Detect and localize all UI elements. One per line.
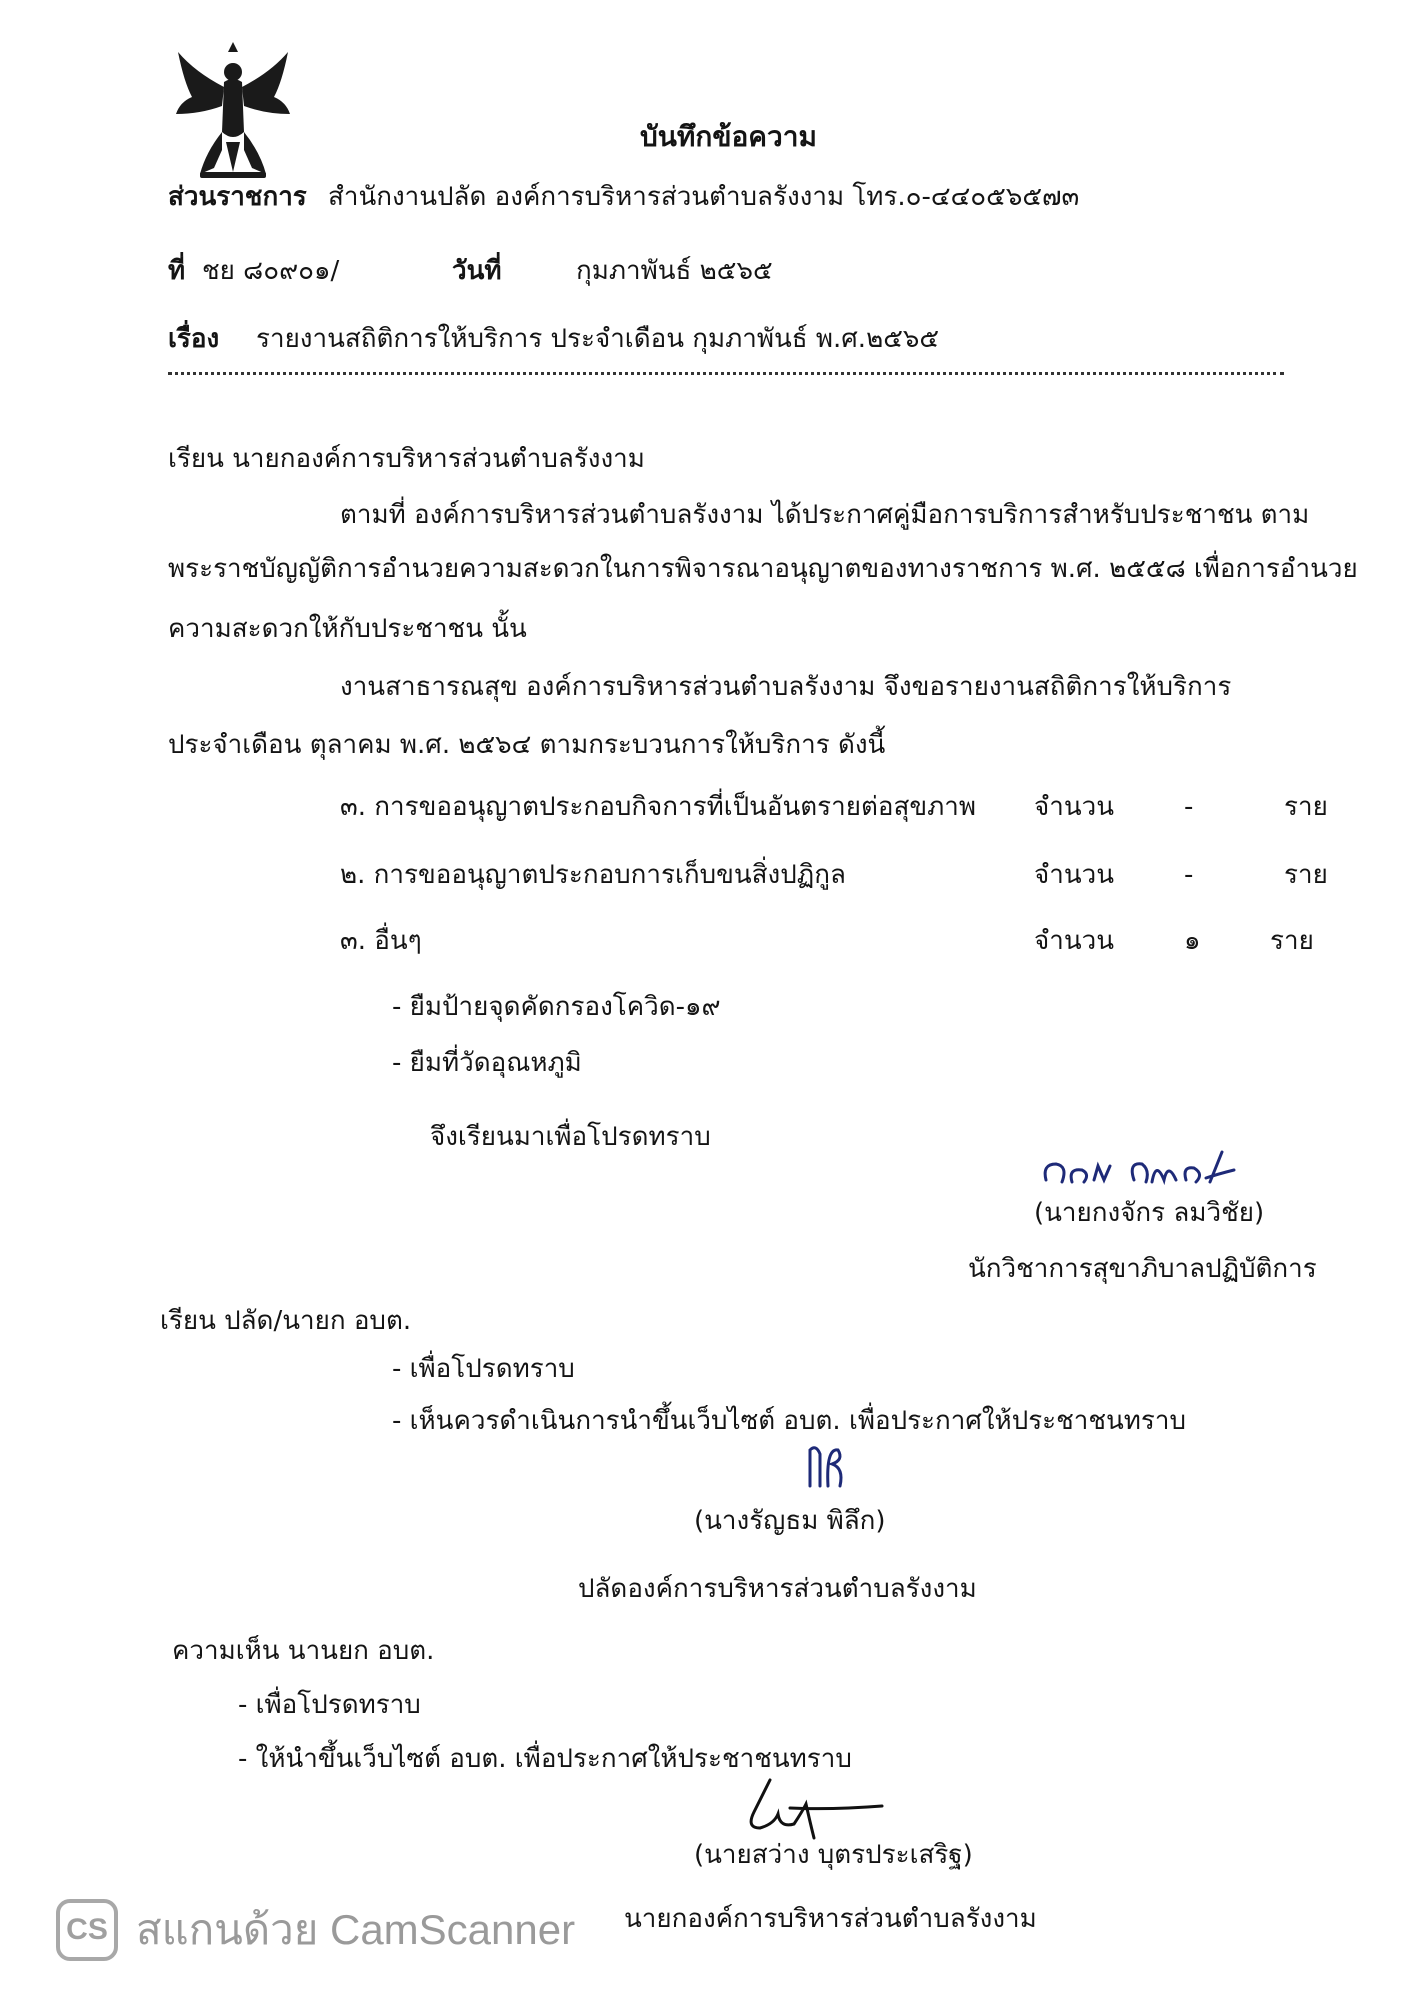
watermark-text: สแกนด้วย CamScanner [136, 1906, 576, 1953]
signer-1-name: (นายกงจักร ลมวิชัย) [1034, 1198, 1265, 1228]
date-label: วันที่ [452, 256, 502, 286]
item-3-count: ๑ [1184, 926, 1201, 956]
item-3-unit: ราย [1270, 926, 1314, 956]
camscanner-logo-icon: CS [56, 1899, 118, 1961]
item-2-unit: ราย [1284, 860, 1328, 890]
section-3-heading: ความเห็น นานยก อบต. [172, 1636, 435, 1666]
item-2-label: ๒. การขออนุญาตประกอบการเก็บขนสิ่งปฏิกูล [340, 860, 846, 890]
handwritten-signature-2 [800, 1440, 850, 1490]
item-3-label: ๓. อื่นๆ [340, 926, 422, 956]
section-3-signer-position: นายกองค์การบริหารส่วนตำบลรังงาม [624, 1904, 1037, 1934]
handwritten-signature-1 [1038, 1140, 1248, 1200]
agency-value: สำนักงานปลัด องค์การบริหารส่วนตำบลรังงาม โทร.๐-๔๔๐๕๖๕๗๓ [328, 182, 1080, 212]
item-2-count-label: จำนวน [1034, 860, 1114, 890]
section-2-signer-name: (นางรัญธม พิลึก) [694, 1506, 886, 1536]
memo-title: บันทึกข้อความ [640, 120, 817, 153]
paragraph-2-line-1: งานสาธารณสุข องค์การบริหารส่วนตำบลรังงาม จึงขอรายงานสถิติการให้บริการ [340, 672, 1232, 702]
header-divider [168, 372, 1284, 375]
item-3-count-label: จำนวน [1034, 926, 1114, 956]
subject-value: รายงานสถิติการให้บริการ ประจำเดือน กุมภาพันธ์ พ.ศ.๒๕๖๕ [256, 324, 940, 354]
item-2-count: - [1184, 860, 1194, 890]
ref-label: ที่ [168, 256, 186, 286]
section-2-bullet-2: - เห็นควรดำเนินการนำขึ้นเว็บไซต์ อบต. เพื่อประกาศให้ประชาชนทราบ [392, 1406, 1187, 1436]
item-1-unit: ราย [1284, 792, 1328, 822]
section-3-signer-name: (นายสว่าง บุตรประเสริฐ) [694, 1840, 973, 1870]
other-item-2: - ยืมที่วัดอุณหภูมิ [392, 1048, 582, 1078]
item-1-label: ๓. การขออนุญาตประกอบกิจการที่เป็นอันตรายต่อสุขภาพ [340, 792, 976, 822]
paragraph-1-line-2: พระราชบัญญัติการอำนวยความสะดวกในการพิจารณาอนุญาตของทางราชการ พ.ศ. ๒๕๕๘ เพื่อการอำนวย [168, 554, 1358, 584]
subject-label: เรื่อง [168, 324, 220, 354]
signer-1-position: นักวิชาการสุขาภิบาลปฏิบัติการ [968, 1254, 1317, 1284]
salutation: เรียน นายกองค์การบริหารส่วนตำบลรังงาม [168, 444, 645, 474]
agency-label: ส่วนราชการ [168, 182, 307, 212]
item-1-count-label: จำนวน [1034, 792, 1114, 822]
section-2-bullet-1: - เพื่อโปรดทราบ [392, 1354, 575, 1384]
paragraph-2-line-2: ประจำเดือน ตุลาคม พ.ศ. ๒๕๖๔ ตามกระบวนการให้บริการ ดังนี้ [168, 730, 886, 760]
camscanner-watermark [56, 1895, 575, 1965]
other-item-1: - ยืมป้ายจุดคัดกรองโควิด-๑๙ [392, 992, 721, 1022]
handwritten-signature-3 [740, 1776, 890, 1846]
section-3-bullet-2: - ให้นำขึ้นเว็บไซต์ อบต. เพื่อประกาศให้ประชาชนทราบ [238, 1744, 852, 1774]
paragraph-1-line-1: ตามที่ องค์การบริหารส่วนตำบลรังงาม ได้ประกาศคู่มือการบริการสำหรับประชาชน ตาม [340, 500, 1310, 530]
closing-text: จึงเรียนมาเพื่อโปรดทราบ [430, 1122, 711, 1152]
garuda-emblem-icon [170, 42, 296, 182]
date-value: กุมภาพันธ์ ๒๕๖๕ [576, 256, 773, 286]
section-2-signer-position: ปลัดองค์การบริหารส่วนตำบลรังงาม [578, 1574, 977, 1604]
ref-value: ชย ๘๐๙๐๑/ [202, 256, 340, 286]
section-3-bullet-1: - เพื่อโปรดทราบ [238, 1690, 421, 1720]
section-2-to: เรียน ปลัด/นายก อบต. [160, 1306, 412, 1336]
paragraph-1-line-3: ความสะดวกให้กับประชาชน นั้น [168, 614, 527, 644]
item-1-count: - [1184, 792, 1194, 822]
